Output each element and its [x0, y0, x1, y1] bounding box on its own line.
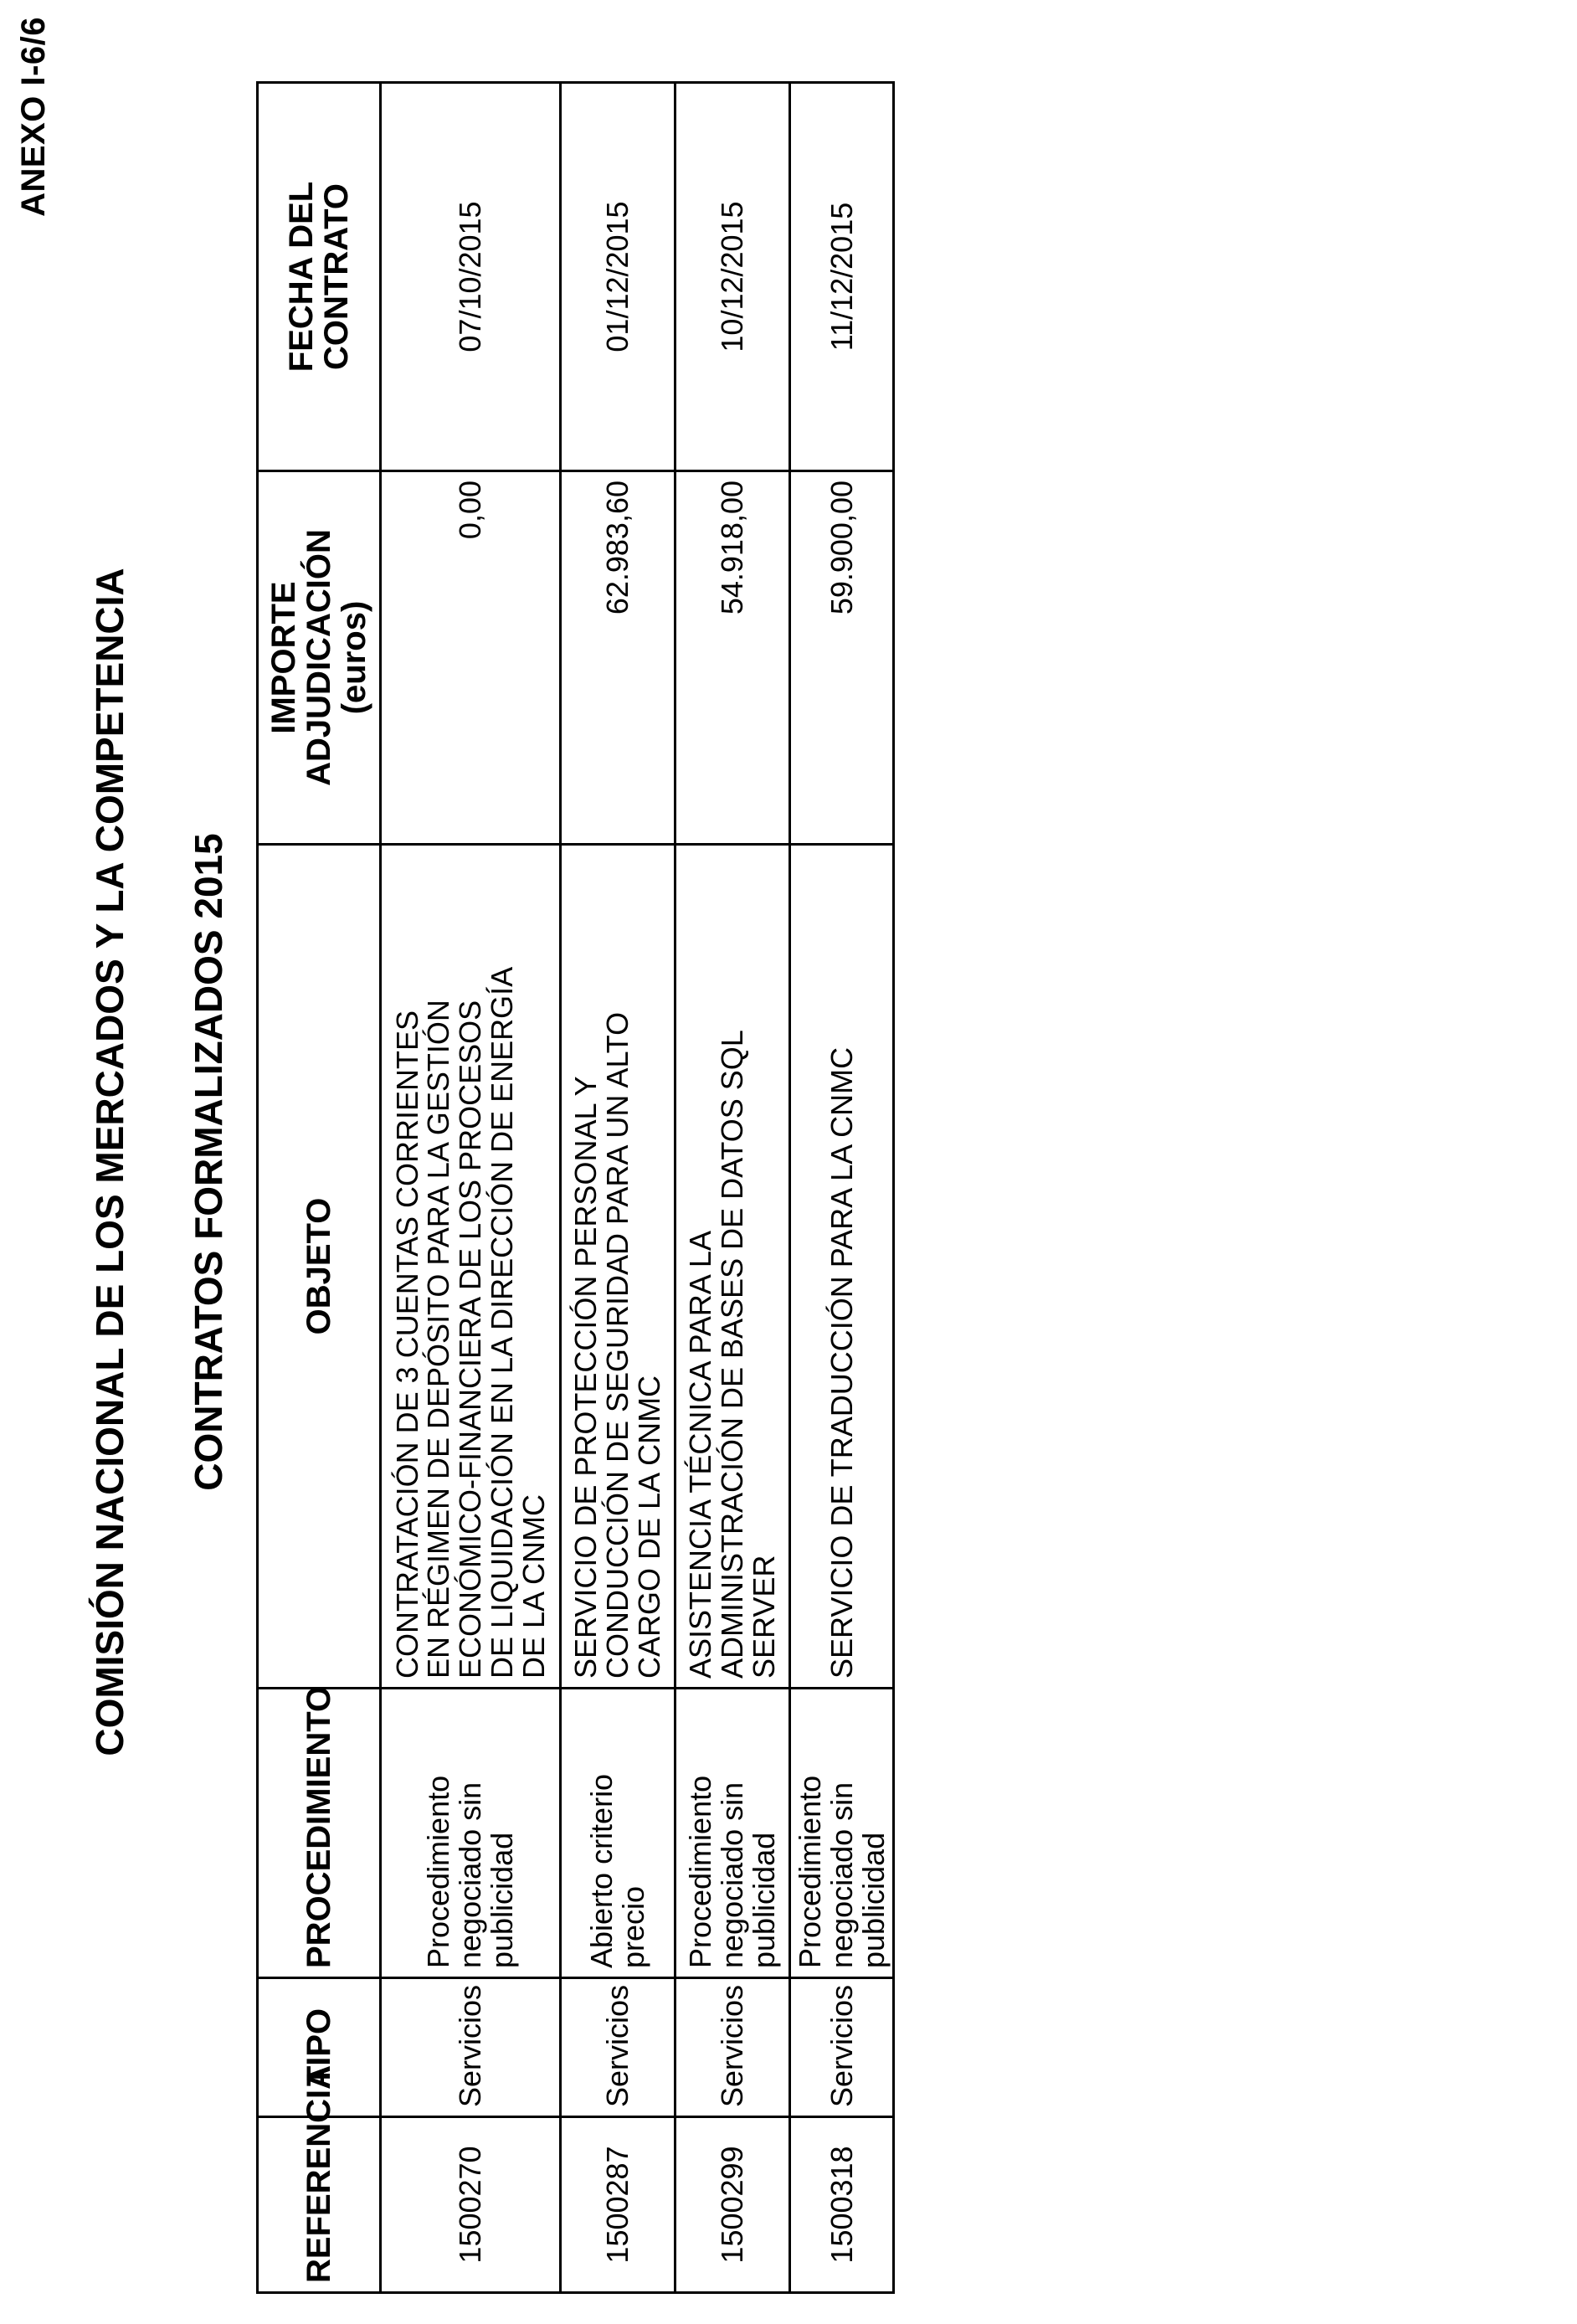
document-subtitle: CONTRATOS FORMALIZADOS 2015 — [187, 833, 230, 1491]
procedimiento-line: negociado sin publicidad — [715, 1782, 781, 1968]
cell-tipo: Servicios — [381, 1978, 561, 2117]
objeto-line: ADMINISTRACIÓN DE BASES DE DATOS SQL — [715, 1030, 750, 1679]
cell-fecha: 10/12/2015 — [675, 83, 790, 471]
cell-importe: 62.983,60 — [561, 471, 675, 845]
cell-referencia: 1500299 — [675, 2117, 790, 2293]
header-importe-line-3: (euros) — [336, 600, 372, 715]
objeto-line: SERVER — [746, 1555, 781, 1679]
cell-tipo: Servicios — [675, 1978, 790, 2117]
document-title: COMISIÓN NACIONAL DE LOS MERCADOS Y LA COMPETENCIA — [88, 568, 131, 1756]
objeto-line: EN RÉGIMEN DE DEPÓSITO PARA LA GESTIÓN — [421, 1000, 456, 1679]
objeto-line: CONTRATACIÓN DE 3 CUENTAS CORRIENTES — [389, 1010, 424, 1679]
cell-importe: 0,00 — [381, 471, 561, 845]
objeto-line: SERVICIO DE TRADUCCIÓN PARA LA CNMC — [824, 1046, 859, 1679]
header-importe-line-1: IMPORTE — [265, 581, 302, 734]
procedimiento-line: Procedimiento — [421, 1775, 456, 1968]
contracts-table — [256, 81, 895, 2294]
objeto-line: ASISTENCIA TÉCNICA PARA LA — [683, 1231, 718, 1679]
header-tipo: TIPO — [258, 1978, 381, 2117]
cell-fecha: 11/12/2015 — [790, 83, 894, 471]
objeto-line: DE LA CNMC — [516, 1494, 551, 1679]
cell-importe: 54.918,00 — [675, 471, 790, 845]
header-referencia: REFERENCIA — [258, 2117, 381, 2293]
objeto-line: SERVICIO DE PROTECCIÓN PERSONAL Y — [568, 1076, 604, 1679]
cell-procedimiento — [561, 1689, 675, 1978]
table-header-row — [258, 83, 381, 2293]
objeto-line: DE LIQUIDACIÓN EN LA DIRECCIÓN DE ENERGÍA — [484, 966, 519, 1679]
cell-objeto — [561, 845, 675, 1689]
annex-label: ANEXO I-6/6 — [15, 17, 52, 217]
cell-importe: 59.900,00 — [790, 471, 894, 845]
cell-referencia: 1500270 — [381, 2117, 561, 2293]
cell-fecha: 07/10/2015 — [381, 83, 561, 471]
header-procedimiento: PROCEDIMIENTO — [258, 1689, 381, 1978]
cell-procedimiento — [381, 1689, 561, 1978]
header-fecha-line-2: CONTRATO — [318, 183, 355, 370]
objeto-line: CARGO DE LA CNMC — [631, 1375, 666, 1679]
table-row — [561, 83, 675, 2293]
header-fecha — [258, 83, 381, 471]
objeto-line: ECONÓMICO-FINANCIERA DE LOS PROCESOS — [453, 1000, 488, 1679]
cell-tipo: Servicios — [561, 1978, 675, 2117]
header-importe — [258, 471, 381, 845]
cell-objeto — [790, 845, 894, 1689]
cell-objeto — [381, 845, 561, 1689]
cell-procedimiento — [675, 1689, 790, 1978]
cell-procedimiento — [790, 1689, 894, 1978]
header-fecha-line-1: FECHA DEL — [283, 181, 320, 373]
header-objeto: OBJETO — [258, 845, 381, 1689]
cell-objeto — [675, 845, 790, 1689]
cell-referencia: 1500287 — [561, 2117, 675, 2293]
header-importe-line-2: ADJUDICACIÓN — [301, 529, 337, 786]
cell-referencia: 1500318 — [790, 2117, 894, 2293]
table-row — [675, 83, 790, 2293]
procedimiento-line: negociado sin publicidad — [453, 1782, 519, 1968]
cell-fecha: 01/12/2015 — [561, 83, 675, 471]
procedimiento-line: Procedimiento — [683, 1775, 718, 1968]
table-row — [381, 83, 561, 2293]
cell-tipo: Servicios — [790, 1978, 894, 2117]
procedimiento-line: Abierto criterio precio — [584, 1773, 650, 1968]
table-row — [790, 83, 894, 2293]
objeto-line: CONDUCCIÓN DE SEGURIDAD PARA UN ALTO — [600, 1011, 635, 1679]
procedimiento-line: negociado sin publicidad — [824, 1782, 891, 1968]
procedimiento-line: Procedimiento — [793, 1775, 827, 1968]
